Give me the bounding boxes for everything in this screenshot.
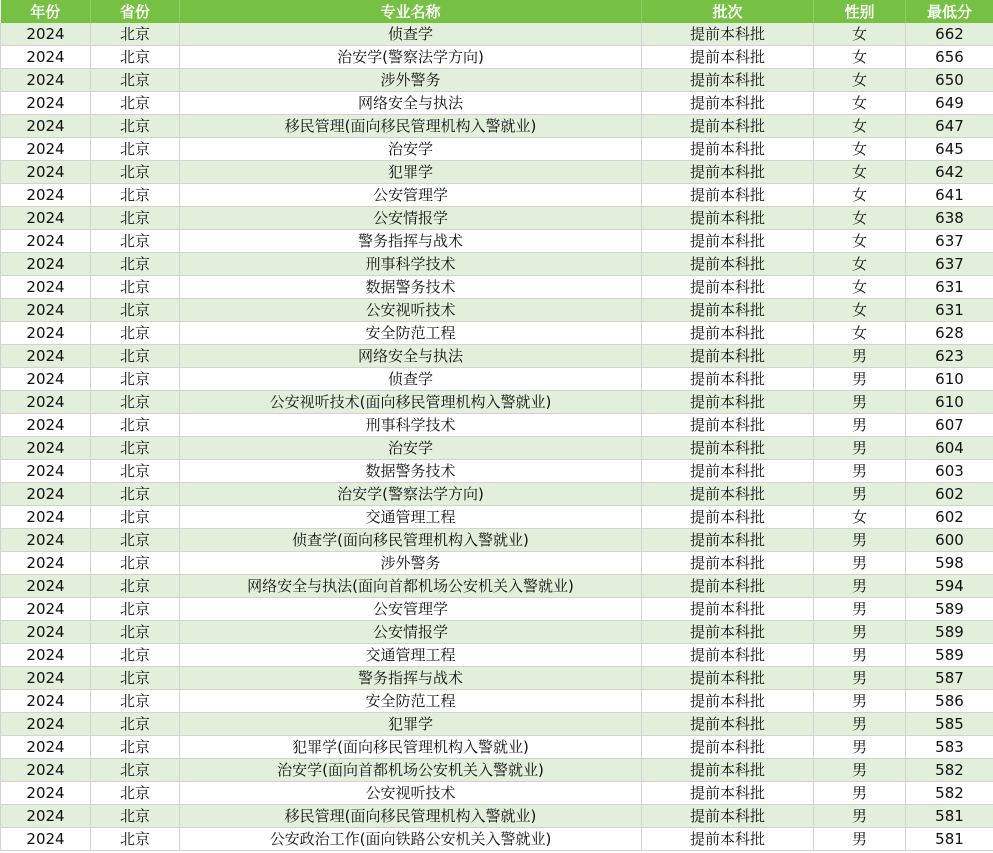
cell-province[interactable]: 北京 (91, 621, 180, 644)
cell-gender[interactable]: 男 (814, 529, 906, 552)
cell-province[interactable]: 北京 (91, 23, 180, 46)
cell-major-name[interactable]: 数据警务技术 (180, 460, 642, 483)
cell-min-score[interactable]: 628 (906, 322, 993, 345)
cell-year[interactable]: 2024 (1, 391, 91, 414)
cell-year[interactable]: 2024 (1, 230, 91, 253)
cell-province[interactable]: 北京 (91, 736, 180, 759)
table-row[interactable] (1, 322, 993, 345)
header-row (1, 0, 993, 23)
cell-province[interactable]: 北京 (91, 437, 180, 460)
cell-major-name[interactable]: 侦查学(面向移民管理机构入警就业) (180, 529, 642, 552)
cell-year[interactable]: 2024 (1, 805, 91, 828)
cell-gender[interactable]: 女 (814, 253, 906, 276)
cell-province[interactable]: 北京 (91, 230, 180, 253)
cell-gender[interactable]: 男 (814, 621, 906, 644)
cell-batch[interactable]: 提前本科批 (642, 713, 814, 736)
cell-min-score[interactable]: 645 (906, 138, 993, 161)
cell-min-score[interactable]: 647 (906, 115, 993, 138)
cell-gender[interactable]: 女 (814, 299, 906, 322)
table-row[interactable] (1, 23, 993, 46)
cell-gender[interactable]: 男 (814, 644, 906, 667)
cell-gender[interactable]: 女 (814, 276, 906, 299)
cell-province[interactable]: 北京 (91, 345, 180, 368)
cell-min-score[interactable]: 589 (906, 644, 993, 667)
cell-major-name[interactable]: 治安学(警察法学方向) (180, 46, 642, 69)
cell-year[interactable]: 2024 (1, 23, 91, 46)
cell-major-name[interactable]: 犯罪学(面向移民管理机构入警就业) (180, 736, 642, 759)
table-row[interactable] (1, 368, 993, 391)
cell-min-score[interactable]: 650 (906, 69, 993, 92)
table-row[interactable] (1, 253, 993, 276)
cell-year[interactable]: 2024 (1, 460, 91, 483)
cell-min-score[interactable]: 631 (906, 299, 993, 322)
table-row[interactable] (1, 230, 993, 253)
cell-batch[interactable]: 提前本科批 (642, 460, 814, 483)
cell-major-name[interactable]: 移民管理(面向移民管理机构入警就业) (180, 115, 642, 138)
cell-year[interactable]: 2024 (1, 552, 91, 575)
cell-batch[interactable]: 提前本科批 (642, 414, 814, 437)
cell-min-score[interactable]: 594 (906, 575, 993, 598)
cell-province[interactable]: 北京 (91, 552, 180, 575)
cell-batch[interactable]: 提前本科批 (642, 299, 814, 322)
cell-gender[interactable]: 男 (814, 782, 906, 805)
cell-province[interactable]: 北京 (91, 690, 180, 713)
cell-batch[interactable]: 提前本科批 (642, 276, 814, 299)
cell-major-name[interactable]: 治安学(警察法学方向) (180, 483, 642, 506)
cell-year[interactable]: 2024 (1, 575, 91, 598)
cell-min-score[interactable]: 637 (906, 230, 993, 253)
cell-year[interactable]: 2024 (1, 621, 91, 644)
cell-batch[interactable]: 提前本科批 (642, 46, 814, 69)
cell-min-score[interactable]: 638 (906, 207, 993, 230)
cell-year[interactable]: 2024 (1, 207, 91, 230)
cell-province[interactable]: 北京 (91, 805, 180, 828)
cell-year[interactable]: 2024 (1, 713, 91, 736)
table-row[interactable] (1, 414, 993, 437)
table-row[interactable] (1, 184, 993, 207)
cell-batch[interactable]: 提前本科批 (642, 161, 814, 184)
cell-year[interactable]: 2024 (1, 437, 91, 460)
table-row[interactable] (1, 805, 993, 828)
cell-min-score[interactable]: 610 (906, 391, 993, 414)
cell-year[interactable]: 2024 (1, 506, 91, 529)
cell-year[interactable]: 2024 (1, 667, 91, 690)
cell-batch[interactable]: 提前本科批 (642, 552, 814, 575)
table-body (1, 23, 993, 851)
cell-province[interactable]: 北京 (91, 713, 180, 736)
table-row[interactable] (1, 598, 993, 621)
cell-min-score[interactable]: 656 (906, 46, 993, 69)
cell-major-name[interactable]: 公安视听技术 (180, 782, 642, 805)
cell-province[interactable]: 北京 (91, 782, 180, 805)
cell-gender[interactable]: 男 (814, 437, 906, 460)
table-row[interactable] (1, 138, 993, 161)
cell-province[interactable]: 北京 (91, 92, 180, 115)
cell-major-name[interactable]: 涉外警务 (180, 69, 642, 92)
table-row[interactable] (1, 506, 993, 529)
header-batch[interactable]: 批次 (642, 0, 814, 23)
table-row[interactable] (1, 828, 993, 851)
cell-min-score[interactable]: 581 (906, 828, 993, 851)
cell-major-name[interactable]: 网络安全与执法(面向首都机场公安机关入警就业) (180, 575, 642, 598)
cell-batch[interactable]: 提前本科批 (642, 437, 814, 460)
table-row[interactable] (1, 690, 993, 713)
cell-gender[interactable]: 女 (814, 207, 906, 230)
cell-year[interactable]: 2024 (1, 46, 91, 69)
cell-major-name[interactable]: 犯罪学 (180, 161, 642, 184)
cell-min-score[interactable]: 582 (906, 782, 993, 805)
cell-year[interactable]: 2024 (1, 828, 91, 851)
cell-min-score[interactable]: 582 (906, 759, 993, 782)
cell-batch[interactable]: 提前本科批 (642, 644, 814, 667)
cell-min-score[interactable]: 610 (906, 368, 993, 391)
cell-major-name[interactable]: 公安情报学 (180, 621, 642, 644)
table-header (1, 0, 993, 23)
cell-min-score[interactable]: 604 (906, 437, 993, 460)
cell-min-score[interactable]: 642 (906, 161, 993, 184)
cell-province[interactable]: 北京 (91, 299, 180, 322)
cell-major-name[interactable]: 公安视听技术 (180, 299, 642, 322)
header-province[interactable]: 省份 (91, 0, 180, 23)
cell-major-name[interactable]: 治安学(面向首都机场公安机关入警就业) (180, 759, 642, 782)
cell-gender[interactable]: 男 (814, 391, 906, 414)
cell-year[interactable]: 2024 (1, 782, 91, 805)
cell-year[interactable]: 2024 (1, 483, 91, 506)
table-row[interactable] (1, 161, 993, 184)
header-gender[interactable]: 性别 (814, 0, 906, 23)
cell-year[interactable]: 2024 (1, 184, 91, 207)
cell-major-name[interactable]: 网络安全与执法 (180, 345, 642, 368)
cell-province[interactable]: 北京 (91, 483, 180, 506)
table-row[interactable] (1, 437, 993, 460)
cell-min-score[interactable]: 649 (906, 92, 993, 115)
cell-gender[interactable]: 女 (814, 161, 906, 184)
table-row[interactable] (1, 667, 993, 690)
header-min-score[interactable]: 最低分 (906, 0, 993, 23)
cell-gender[interactable]: 男 (814, 667, 906, 690)
table-row[interactable] (1, 207, 993, 230)
cell-province[interactable]: 北京 (91, 368, 180, 391)
cell-gender[interactable]: 男 (814, 552, 906, 575)
cell-min-score[interactable]: 587 (906, 667, 993, 690)
cell-year[interactable]: 2024 (1, 276, 91, 299)
cell-major-name[interactable]: 公安管理学 (180, 598, 642, 621)
cell-batch[interactable]: 提前本科批 (642, 368, 814, 391)
cell-batch[interactable]: 提前本科批 (642, 736, 814, 759)
cell-province[interactable]: 北京 (91, 161, 180, 184)
table-row[interactable] (1, 575, 993, 598)
cell-gender[interactable]: 女 (814, 46, 906, 69)
cell-province[interactable]: 北京 (91, 207, 180, 230)
cell-year[interactable]: 2024 (1, 115, 91, 138)
cell-year[interactable]: 2024 (1, 69, 91, 92)
cell-province[interactable]: 北京 (91, 276, 180, 299)
cell-major-name[interactable]: 公安管理学 (180, 184, 642, 207)
cell-year[interactable]: 2024 (1, 759, 91, 782)
table-row[interactable] (1, 529, 993, 552)
cell-gender[interactable]: 男 (814, 345, 906, 368)
cell-min-score[interactable]: 603 (906, 460, 993, 483)
cell-gender[interactable]: 女 (814, 506, 906, 529)
cell-province[interactable]: 北京 (91, 414, 180, 437)
cell-min-score[interactable]: 607 (906, 414, 993, 437)
cell-major-name[interactable]: 警务指挥与战术 (180, 667, 642, 690)
cell-province[interactable]: 北京 (91, 575, 180, 598)
cell-year[interactable]: 2024 (1, 322, 91, 345)
cell-batch[interactable]: 提前本科批 (642, 598, 814, 621)
table-row[interactable] (1, 46, 993, 69)
cell-min-score[interactable]: 586 (906, 690, 993, 713)
cell-province[interactable]: 北京 (91, 46, 180, 69)
cell-min-score[interactable]: 581 (906, 805, 993, 828)
cell-min-score[interactable]: 602 (906, 506, 993, 529)
cell-major-name[interactable]: 交通管理工程 (180, 506, 642, 529)
cell-gender[interactable]: 女 (814, 69, 906, 92)
cell-gender[interactable]: 男 (814, 598, 906, 621)
table-row[interactable] (1, 460, 993, 483)
cell-batch[interactable]: 提前本科批 (642, 667, 814, 690)
cell-min-score[interactable]: 602 (906, 483, 993, 506)
cell-min-score[interactable]: 583 (906, 736, 993, 759)
cell-batch[interactable]: 提前本科批 (642, 506, 814, 529)
cell-batch[interactable]: 提前本科批 (642, 207, 814, 230)
cell-gender[interactable]: 男 (814, 483, 906, 506)
cell-major-name[interactable]: 治安学 (180, 138, 642, 161)
cell-major-name[interactable]: 涉外警务 (180, 552, 642, 575)
cell-gender[interactable]: 男 (814, 368, 906, 391)
cell-year[interactable]: 2024 (1, 253, 91, 276)
cell-year[interactable]: 2024 (1, 414, 91, 437)
cell-batch[interactable]: 提前本科批 (642, 391, 814, 414)
cell-year[interactable]: 2024 (1, 299, 91, 322)
cell-min-score[interactable]: 600 (906, 529, 993, 552)
cell-year[interactable]: 2024 (1, 644, 91, 667)
cell-major-name[interactable]: 犯罪学 (180, 713, 642, 736)
cell-province[interactable]: 北京 (91, 138, 180, 161)
cell-gender[interactable]: 男 (814, 460, 906, 483)
cell-province[interactable]: 北京 (91, 322, 180, 345)
cell-batch[interactable]: 提前本科批 (642, 92, 814, 115)
cell-min-score[interactable]: 589 (906, 621, 993, 644)
cell-province[interactable]: 北京 (91, 667, 180, 690)
cell-year[interactable]: 2024 (1, 736, 91, 759)
cell-batch[interactable]: 提前本科批 (642, 690, 814, 713)
cell-gender[interactable]: 女 (814, 92, 906, 115)
cell-major-name[interactable]: 侦查学 (180, 368, 642, 391)
cell-batch[interactable]: 提前本科批 (642, 322, 814, 345)
cell-batch[interactable]: 提前本科批 (642, 184, 814, 207)
cell-min-score[interactable]: 589 (906, 598, 993, 621)
cell-gender[interactable]: 男 (814, 690, 906, 713)
cell-province[interactable]: 北京 (91, 115, 180, 138)
cell-major-name[interactable]: 安全防范工程 (180, 322, 642, 345)
cell-major-name[interactable]: 警务指挥与战术 (180, 230, 642, 253)
cell-batch[interactable]: 提前本科批 (642, 782, 814, 805)
cell-batch[interactable]: 提前本科批 (642, 575, 814, 598)
cell-batch[interactable]: 提前本科批 (642, 115, 814, 138)
cell-province[interactable]: 北京 (91, 529, 180, 552)
cell-year[interactable]: 2024 (1, 690, 91, 713)
cell-year[interactable]: 2024 (1, 345, 91, 368)
cell-gender[interactable]: 男 (814, 736, 906, 759)
table-row[interactable] (1, 115, 993, 138)
cell-major-name[interactable]: 刑事科学技术 (180, 253, 642, 276)
cell-gender[interactable]: 男 (814, 828, 906, 851)
cell-major-name[interactable]: 公安政治工作(面向铁路公安机关入警就业) (180, 828, 642, 851)
cell-year[interactable]: 2024 (1, 529, 91, 552)
cell-major-name[interactable]: 公安情报学 (180, 207, 642, 230)
table-row[interactable] (1, 276, 993, 299)
header-year[interactable]: 年份 (1, 0, 91, 23)
cell-min-score[interactable]: 598 (906, 552, 993, 575)
cell-batch[interactable]: 提前本科批 (642, 23, 814, 46)
cell-year[interactable]: 2024 (1, 161, 91, 184)
table-row[interactable] (1, 759, 993, 782)
cell-province[interactable]: 北京 (91, 391, 180, 414)
cell-gender[interactable]: 女 (814, 23, 906, 46)
cell-major-name[interactable]: 公安视听技术(面向移民管理机构入警就业) (180, 391, 642, 414)
table-row[interactable] (1, 345, 993, 368)
table-row[interactable] (1, 552, 993, 575)
cell-year[interactable]: 2024 (1, 138, 91, 161)
cell-major-name[interactable]: 安全防范工程 (180, 690, 642, 713)
cell-gender[interactable]: 女 (814, 322, 906, 345)
table-row[interactable] (1, 92, 993, 115)
table-row[interactable] (1, 391, 993, 414)
cell-province[interactable]: 北京 (91, 253, 180, 276)
cell-batch[interactable]: 提前本科批 (642, 253, 814, 276)
cell-min-score[interactable]: 662 (906, 23, 993, 46)
cell-min-score[interactable]: 641 (906, 184, 993, 207)
cell-batch[interactable]: 提前本科批 (642, 759, 814, 782)
cell-province[interactable]: 北京 (91, 506, 180, 529)
cell-major-name[interactable]: 数据警务技术 (180, 276, 642, 299)
cell-gender[interactable]: 女 (814, 138, 906, 161)
cell-major-name[interactable]: 交通管理工程 (180, 644, 642, 667)
cell-gender[interactable]: 男 (814, 414, 906, 437)
table-row[interactable] (1, 299, 993, 322)
cell-province[interactable]: 北京 (91, 598, 180, 621)
table-row[interactable] (1, 69, 993, 92)
table-row[interactable] (1, 736, 993, 759)
cell-min-score[interactable]: 637 (906, 253, 993, 276)
cell-gender[interactable]: 女 (814, 230, 906, 253)
cell-gender[interactable]: 女 (814, 115, 906, 138)
cell-min-score[interactable]: 585 (906, 713, 993, 736)
cell-major-name[interactable]: 侦查学 (180, 23, 642, 46)
cell-min-score[interactable]: 623 (906, 345, 993, 368)
cell-batch[interactable]: 提前本科批 (642, 621, 814, 644)
cell-batch[interactable]: 提前本科批 (642, 345, 814, 368)
table-row[interactable] (1, 621, 993, 644)
cell-batch[interactable]: 提前本科批 (642, 529, 814, 552)
cell-batch[interactable]: 提前本科批 (642, 483, 814, 506)
cell-batch[interactable]: 提前本科批 (642, 805, 814, 828)
cell-min-score[interactable]: 631 (906, 276, 993, 299)
cell-batch[interactable]: 提前本科批 (642, 230, 814, 253)
cell-batch[interactable]: 提前本科批 (642, 828, 814, 851)
cell-gender[interactable]: 男 (814, 759, 906, 782)
cell-major-name[interactable]: 网络安全与执法 (180, 92, 642, 115)
cell-province[interactable]: 北京 (91, 69, 180, 92)
cell-province[interactable]: 北京 (91, 759, 180, 782)
cell-province[interactable]: 北京 (91, 460, 180, 483)
cell-province[interactable]: 北京 (91, 184, 180, 207)
table-row[interactable] (1, 782, 993, 805)
cell-province[interactable]: 北京 (91, 828, 180, 851)
cell-major-name[interactable]: 移民管理(面向移民管理机构入警就业) (180, 805, 642, 828)
cell-batch[interactable]: 提前本科批 (642, 138, 814, 161)
header-major-name[interactable]: 专业名称 (180, 0, 642, 23)
cell-gender[interactable]: 男 (814, 713, 906, 736)
cell-year[interactable]: 2024 (1, 368, 91, 391)
cell-major-name[interactable]: 刑事科学技术 (180, 414, 642, 437)
table-row[interactable] (1, 713, 993, 736)
cell-province[interactable]: 北京 (91, 644, 180, 667)
table-row[interactable] (1, 644, 993, 667)
cell-major-name[interactable]: 治安学 (180, 437, 642, 460)
cell-gender[interactable]: 女 (814, 184, 906, 207)
cell-batch[interactable]: 提前本科批 (642, 69, 814, 92)
cell-gender[interactable]: 男 (814, 805, 906, 828)
table-row[interactable] (1, 483, 993, 506)
cell-year[interactable]: 2024 (1, 92, 91, 115)
cell-gender[interactable]: 男 (814, 575, 906, 598)
cell-year[interactable]: 2024 (1, 598, 91, 621)
